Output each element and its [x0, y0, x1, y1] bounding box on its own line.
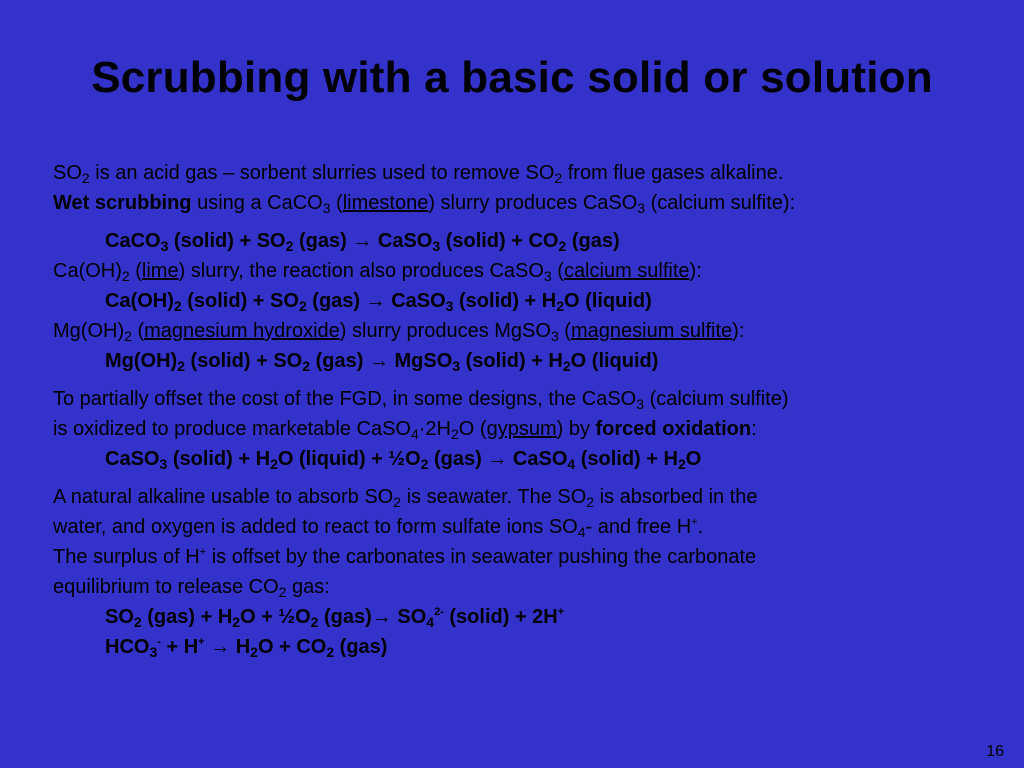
equation-magnesium: $Mg(OH)_2$ (solid) + $SO_2$ (gas) → MgSO$_3$ (solid) + $H_2O$ (liquid): [105, 350, 659, 374]
para-oxygen: water, and oxygen is added to react to form sulfate ions $SO_4-$ and free H+.: [53, 516, 704, 540]
slide-body: [53, 158, 1013, 662]
equation-seawater-2: $HCO_3^- + H^+ \to H_2O + CO_2$ (gas): [105, 636, 388, 660]
forced-oxidation-term: forced oxidation: [595, 418, 752, 440]
para-lime: $Ca(OH)_2$ (lime) slurry, the reaction also produces CaSO$_3$ (calcium sulfite):: [53, 260, 702, 284]
para-fgd-cost: To partially offset the cost of the FGD, in some designs, the CaSO$_3$ (calcium sulfite): [53, 388, 789, 412]
magnesium-sulfite-link[interactable]: magnesium sulfite: [570, 320, 733, 342]
para-surplus: The surplus of H+ is offset by the carbonates in seawater pushing the carbonate: [53, 546, 757, 568]
slide-title: Scrubbing with a basic solid or solution: [91, 53, 933, 102]
equation-forced-oxidation: CaSO$_3$ (solid) + $H_2O$ (liquid) + $\frac{1}{2}O_2$ (gas) → CaSO$_4$ (solid) + $H_2O$: [105, 448, 702, 472]
page-number: 16: [986, 743, 1004, 760]
gypsum-link[interactable]: gypsum: [486, 418, 557, 440]
limestone-link[interactable]: limestone: [342, 192, 429, 214]
equation-seawater-1: $SO_2$ $(gas) + H_2O$ + $\frac{1}{2}O_2$ $(gas)\to SO_4^{2-}$ (solid) + 2H+: [105, 606, 565, 630]
para-wet-scrubbing: Wet scrubbing using a CaCO$_3$ (limestone) slurry produces CaSO$_3$ (calcium sulfite):: [53, 192, 796, 216]
equation-lime: $Ca(OH)_2$ (solid) + $SO_2$ (gas) → CaSO$_3$ (solid) + $H_2O$ (liquid): [105, 290, 652, 314]
wet-scrubbing-term: Wet scrubbing: [53, 192, 192, 214]
para-seawater: A natural alkaline usable to absorb $SO_2$ is seawater. The $SO_2$ is absorbed in the: [53, 486, 758, 510]
magnesium-hydroxide-link[interactable]: magnesium hydroxide: [144, 320, 340, 342]
para-equilibrium: equilibrium to release $CO_2$ gas:: [53, 576, 330, 600]
para-gypsum: is oxidized to produce marketable $CaSO_4\cdot 2H_2O$ (gypsum) by forced oxidation:: [53, 418, 757, 442]
para-so2-acid-gas: $SO_2$ is an acid gas – sorbent slurries used to remove $SO_2$ from flue gases alkaline.: [53, 162, 784, 186]
equation-limestone: CaCO$_3$ (solid) + $SO_2$ (gas) → CaSO$_3$ (solid) + $CO_2$ (gas): [105, 230, 620, 254]
lime-link[interactable]: lime: [141, 260, 179, 282]
para-magnesium: $Mg(OH)_2$ (magnesium hydroxide) slurry produces MgSO$_3$ (magnesium sulfite):: [53, 320, 745, 344]
calcium-sulfite-link[interactable]: calcium sulfite: [563, 260, 690, 282]
